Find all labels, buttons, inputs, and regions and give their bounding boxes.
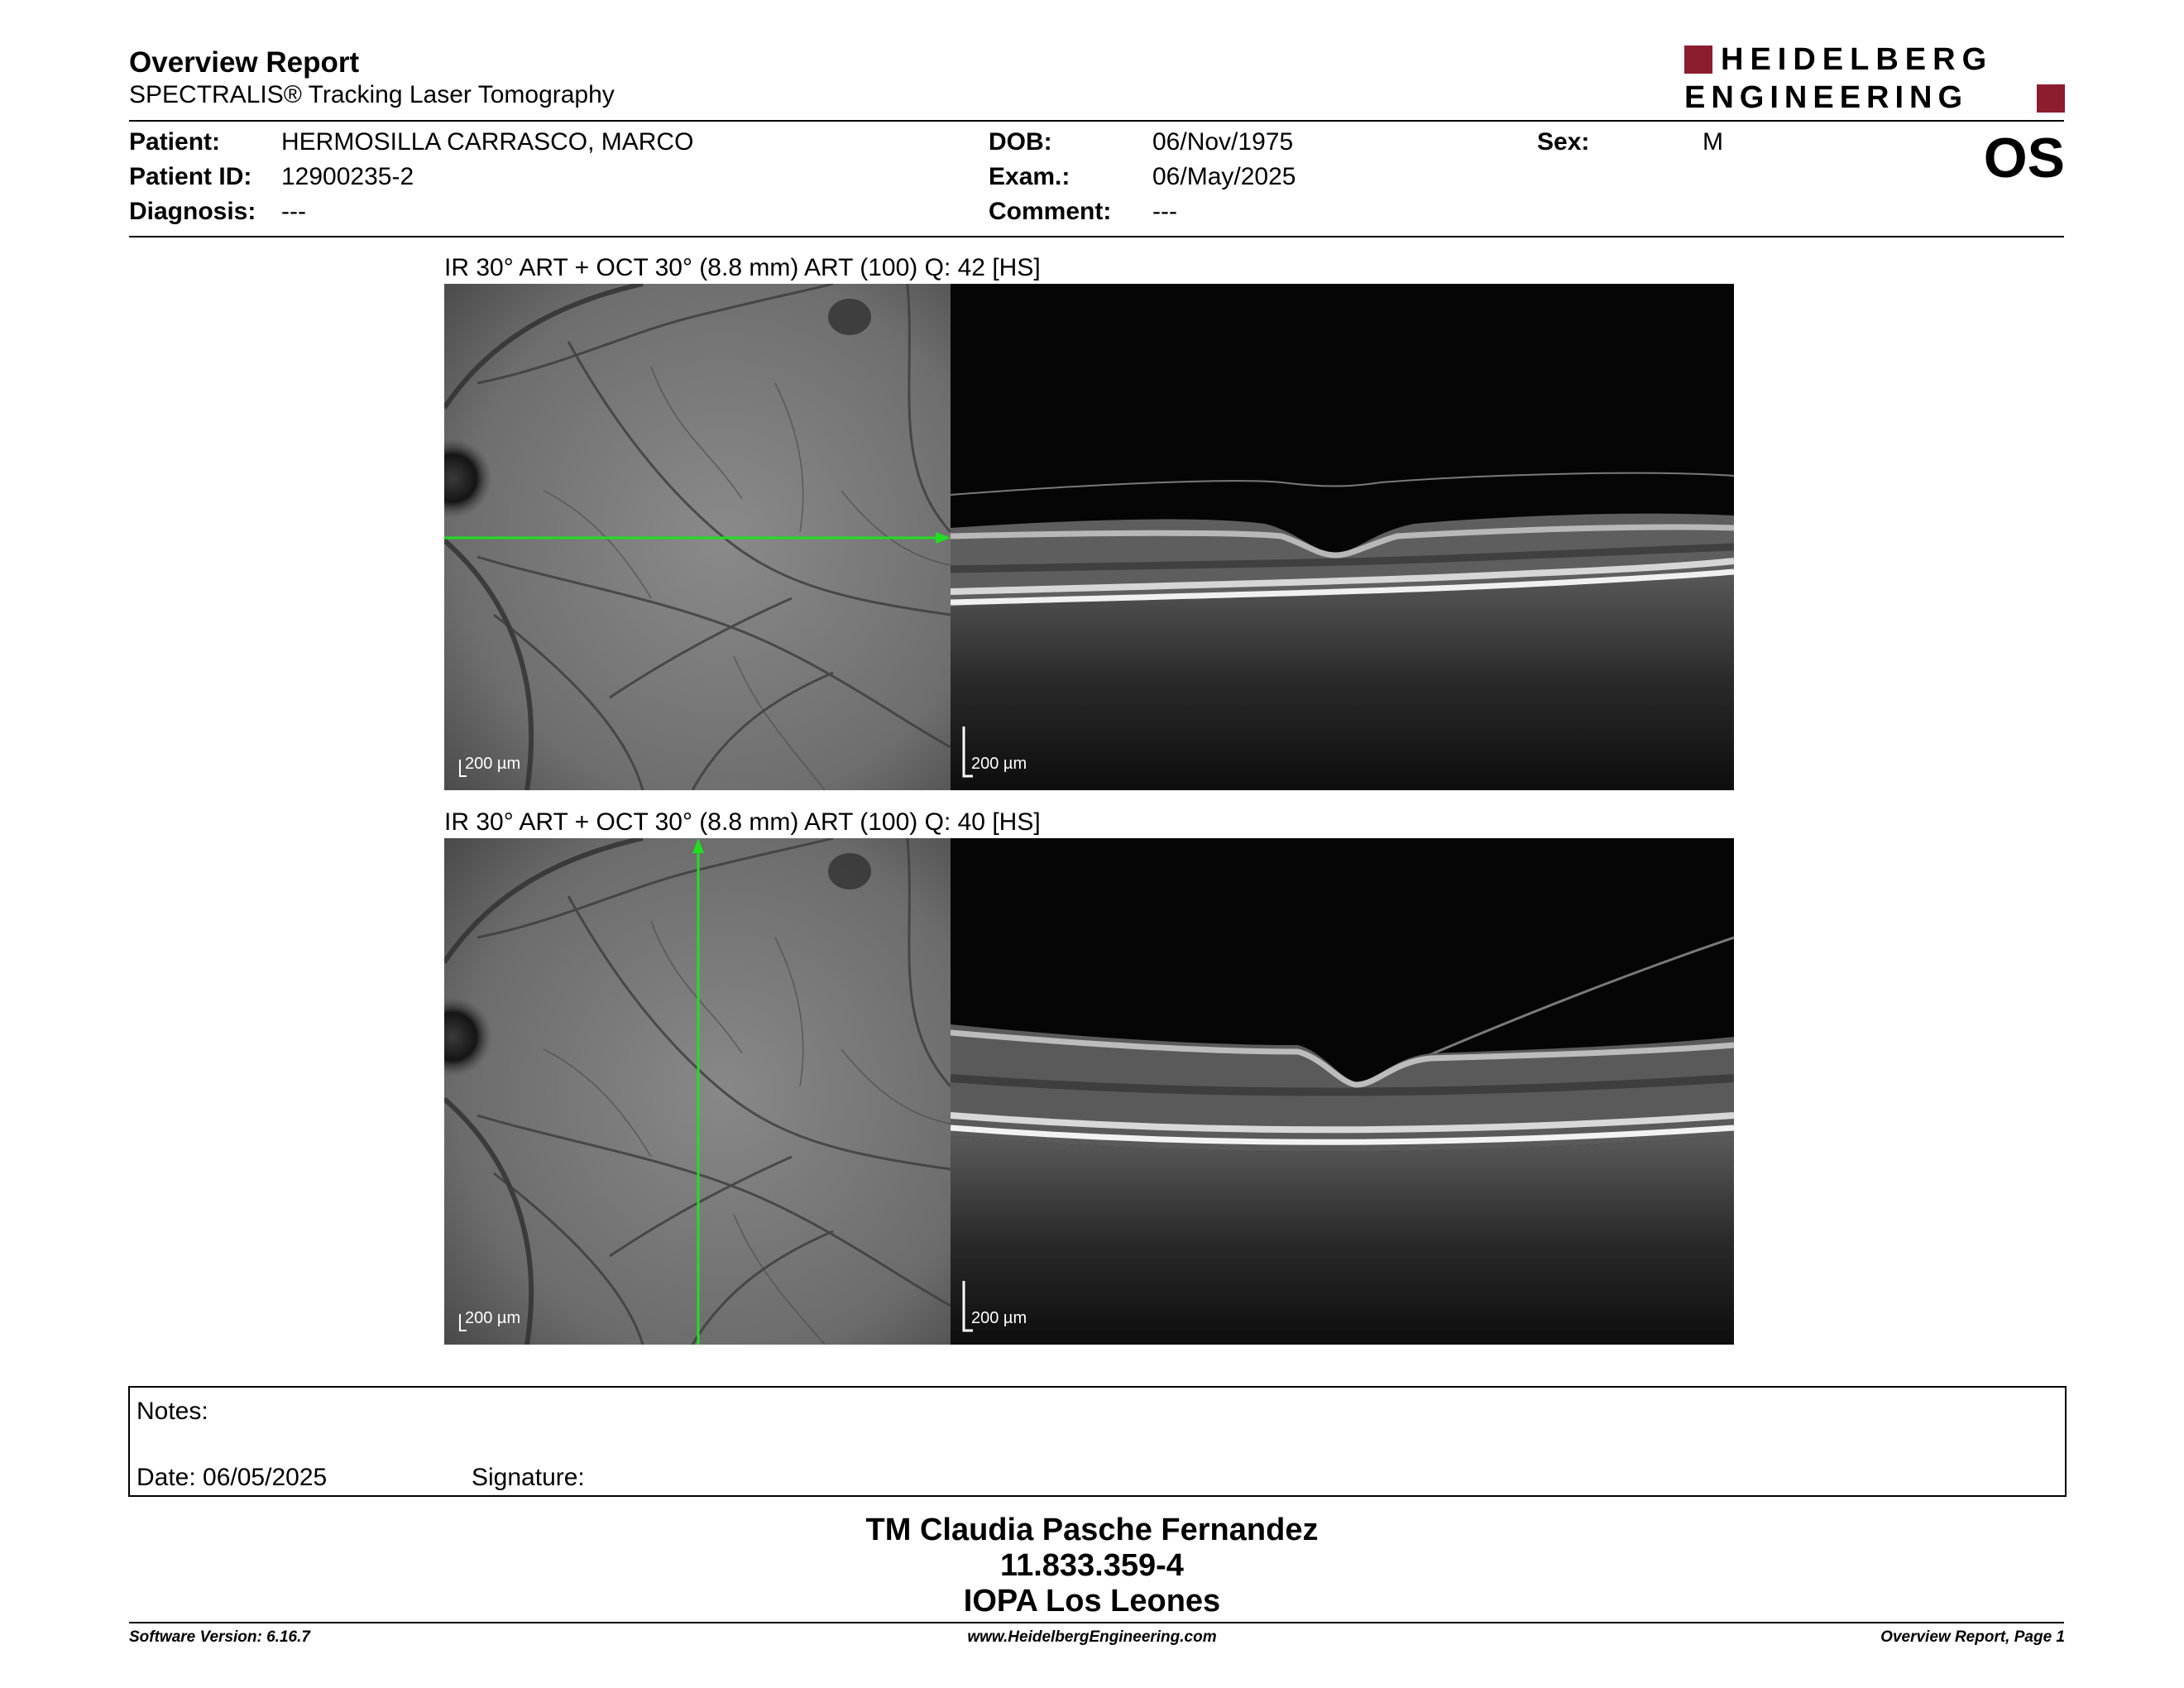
dob-label: DOB: [989, 128, 1052, 156]
scan-title-1: IR 30° ART + OCT 30° (8.8 mm) ART (100) Q: 42 [HS] [444, 254, 1041, 281]
signer-id: 11.833.359-4 [1000, 1548, 1184, 1583]
notes-box [128, 1386, 2067, 1497]
header-rule [129, 120, 2064, 122]
dob-value: 06/Nov/1975 [1152, 128, 1294, 156]
oct-scale-label-2: 200 µm [971, 1309, 1027, 1327]
logo-line-1: HEIDELBERG [1721, 42, 1994, 77]
logo-line-2: ENGINEERING [1684, 80, 1969, 115]
page-indicator: Overview Report, Page 1 [1880, 1628, 2065, 1646]
logo-square-icon [1684, 46, 1712, 74]
diagnosis-label: Diagnosis: [129, 198, 256, 225]
fundus-image-1 [444, 284, 951, 790]
comment-value: --- [1152, 198, 1177, 225]
date-label: Date: 06/05/2025 [136, 1464, 328, 1491]
oct-bscan-2 [951, 838, 1734, 1345]
sex-value: M [1703, 128, 1723, 156]
patient-name: HERMOSILLA CARRASCO, MARCO [281, 128, 694, 156]
patient-id-label: Patient ID: [129, 163, 252, 190]
eye-indicator: OS [1983, 127, 2065, 189]
fundus-image-2 [444, 838, 951, 1345]
fundus-scale-label-2: 200 µm [465, 1309, 521, 1327]
oct-scale-bar-2 [961, 1281, 973, 1332]
notes-label: Notes: [136, 1398, 208, 1425]
fundus-scale-bar-1 [458, 760, 467, 778]
diagnosis-value: --- [281, 198, 306, 225]
signer-institution: IOPA Los Leones [963, 1584, 1221, 1618]
exam-label: Exam.: [989, 163, 1070, 190]
footer-rule [129, 1622, 2064, 1623]
website-link[interactable]: www.HeidelbergEngineering.com [967, 1628, 1217, 1646]
signature-label: Signature: [472, 1464, 585, 1491]
comment-label: Comment: [989, 198, 1112, 225]
report-title: Overview Report [129, 46, 360, 79]
oct-scale-bar-1 [961, 727, 973, 778]
oct-bscan-1 [951, 284, 1734, 790]
software-version: Software Version: 6.16.7 [129, 1628, 310, 1646]
signer-name: TM Claudia Pasche Fernandez [865, 1513, 1319, 1547]
fundus-scale-bar-2 [458, 1314, 467, 1332]
scan-title-2: IR 30° ART + OCT 30° (8.8 mm) ART (100) Q: 40 [HS] [444, 808, 1041, 836]
exam-value: 06/May/2025 [1152, 163, 1296, 190]
patient-id: 12900235-2 [281, 163, 414, 190]
info-rule [129, 236, 2064, 237]
patient-label: Patient: [129, 128, 221, 156]
report-subtitle: SPECTRALIS® Tracking Laser Tomography [129, 81, 615, 108]
sex-label: Sex: [1537, 128, 1590, 156]
oct-scale-label-1: 200 µm [971, 755, 1027, 773]
logo-square-icon [2037, 84, 2065, 113]
heidelberg-logo [1684, 43, 2068, 119]
fundus-scale-label-1: 200 µm [465, 755, 521, 773]
